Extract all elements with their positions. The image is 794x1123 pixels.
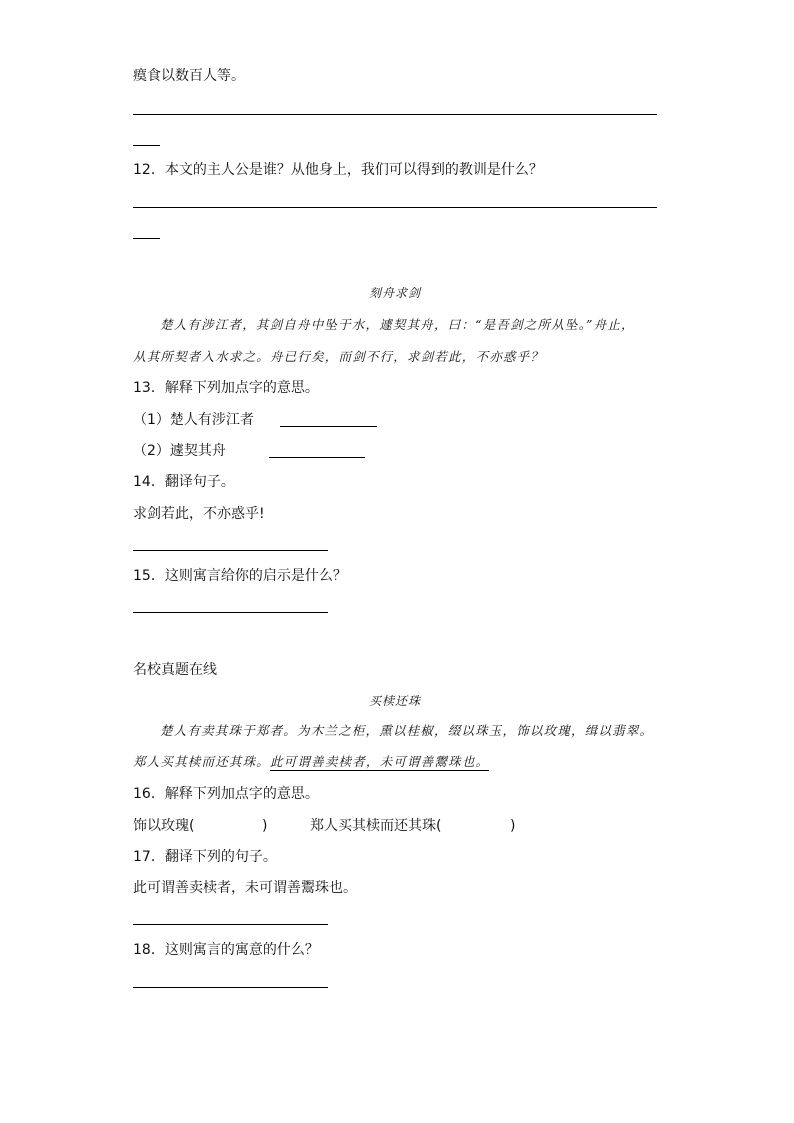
passage-text: 郑人买其椟而还其珠。	[133, 754, 271, 769]
passage-line: 楚人有卖其珠于郑者。为木兰之柜，熏以桂椒，缀以珠玉，饰以玫瑰，缉以翡翠。	[160, 723, 654, 738]
answer-line[interactable]	[133, 924, 328, 925]
question-13: 13．解释下列加点字的意思。	[133, 380, 319, 396]
passage-title: 买椟还珠	[369, 694, 422, 708]
q16-item-1-label: 饰以玫瑰(	[133, 818, 195, 834]
q16-item-1-close: )	[262, 818, 268, 834]
q16-item-2-close: )	[510, 818, 516, 834]
section-heading: 名校真题在线	[133, 662, 217, 678]
question-13-item-2: （2）遽契其舟	[133, 443, 226, 459]
question-14: 14．翻译句子。	[133, 474, 235, 490]
answer-line[interactable]	[133, 207, 657, 208]
question-15: 15．这则寓言给你的启示是什么？	[133, 568, 347, 584]
answer-line[interactable]	[133, 612, 328, 613]
q16-item-2-label: 郑人买其椟而还其珠(	[310, 818, 442, 834]
answer-line[interactable]	[133, 114, 657, 115]
answer-line[interactable]	[133, 550, 328, 551]
answer-line-tail[interactable]	[133, 145, 160, 146]
fill-blank[interactable]	[269, 457, 365, 458]
answer-line-tail[interactable]	[133, 238, 160, 239]
question-13-item-1: （1）楚人有涉江者	[133, 412, 254, 428]
question-18: 18．这则寓言的寓意的什么？	[133, 942, 319, 958]
text-fragment: 瘼食以数百人等。	[133, 68, 245, 84]
answer-line[interactable]	[133, 987, 328, 988]
passage-line: 从其所契者入水求之。舟已行矣，而剑不行，求剑若此，不亦惑乎？	[133, 349, 545, 364]
passage-line	[133, 753, 489, 771]
question-16: 16．解释下列加点字的意思。	[133, 786, 319, 802]
passage-line: 楚人有涉江者，其剑自舟中坠于水，遽契其舟，曰：“是吾剑之所从坠。”舟止，	[160, 317, 635, 332]
translate-sentence: 求剑若此，不亦惑乎!	[133, 506, 265, 522]
passage-title: 刻舟求剑	[369, 286, 422, 300]
fill-blank[interactable]	[280, 426, 377, 427]
translate-sentence: 此可谓善卖椟者，未可谓善鬻珠也。	[133, 880, 357, 896]
question-12: 12．本文的主人公是谁？从他身上，我们可以得到的教训是什么？	[133, 162, 543, 178]
underlined-sentence: 此可谓善卖椟者，未可谓善鬻珠也。	[270, 754, 490, 769]
question-17: 17．翻译下列的句子。	[133, 849, 277, 865]
